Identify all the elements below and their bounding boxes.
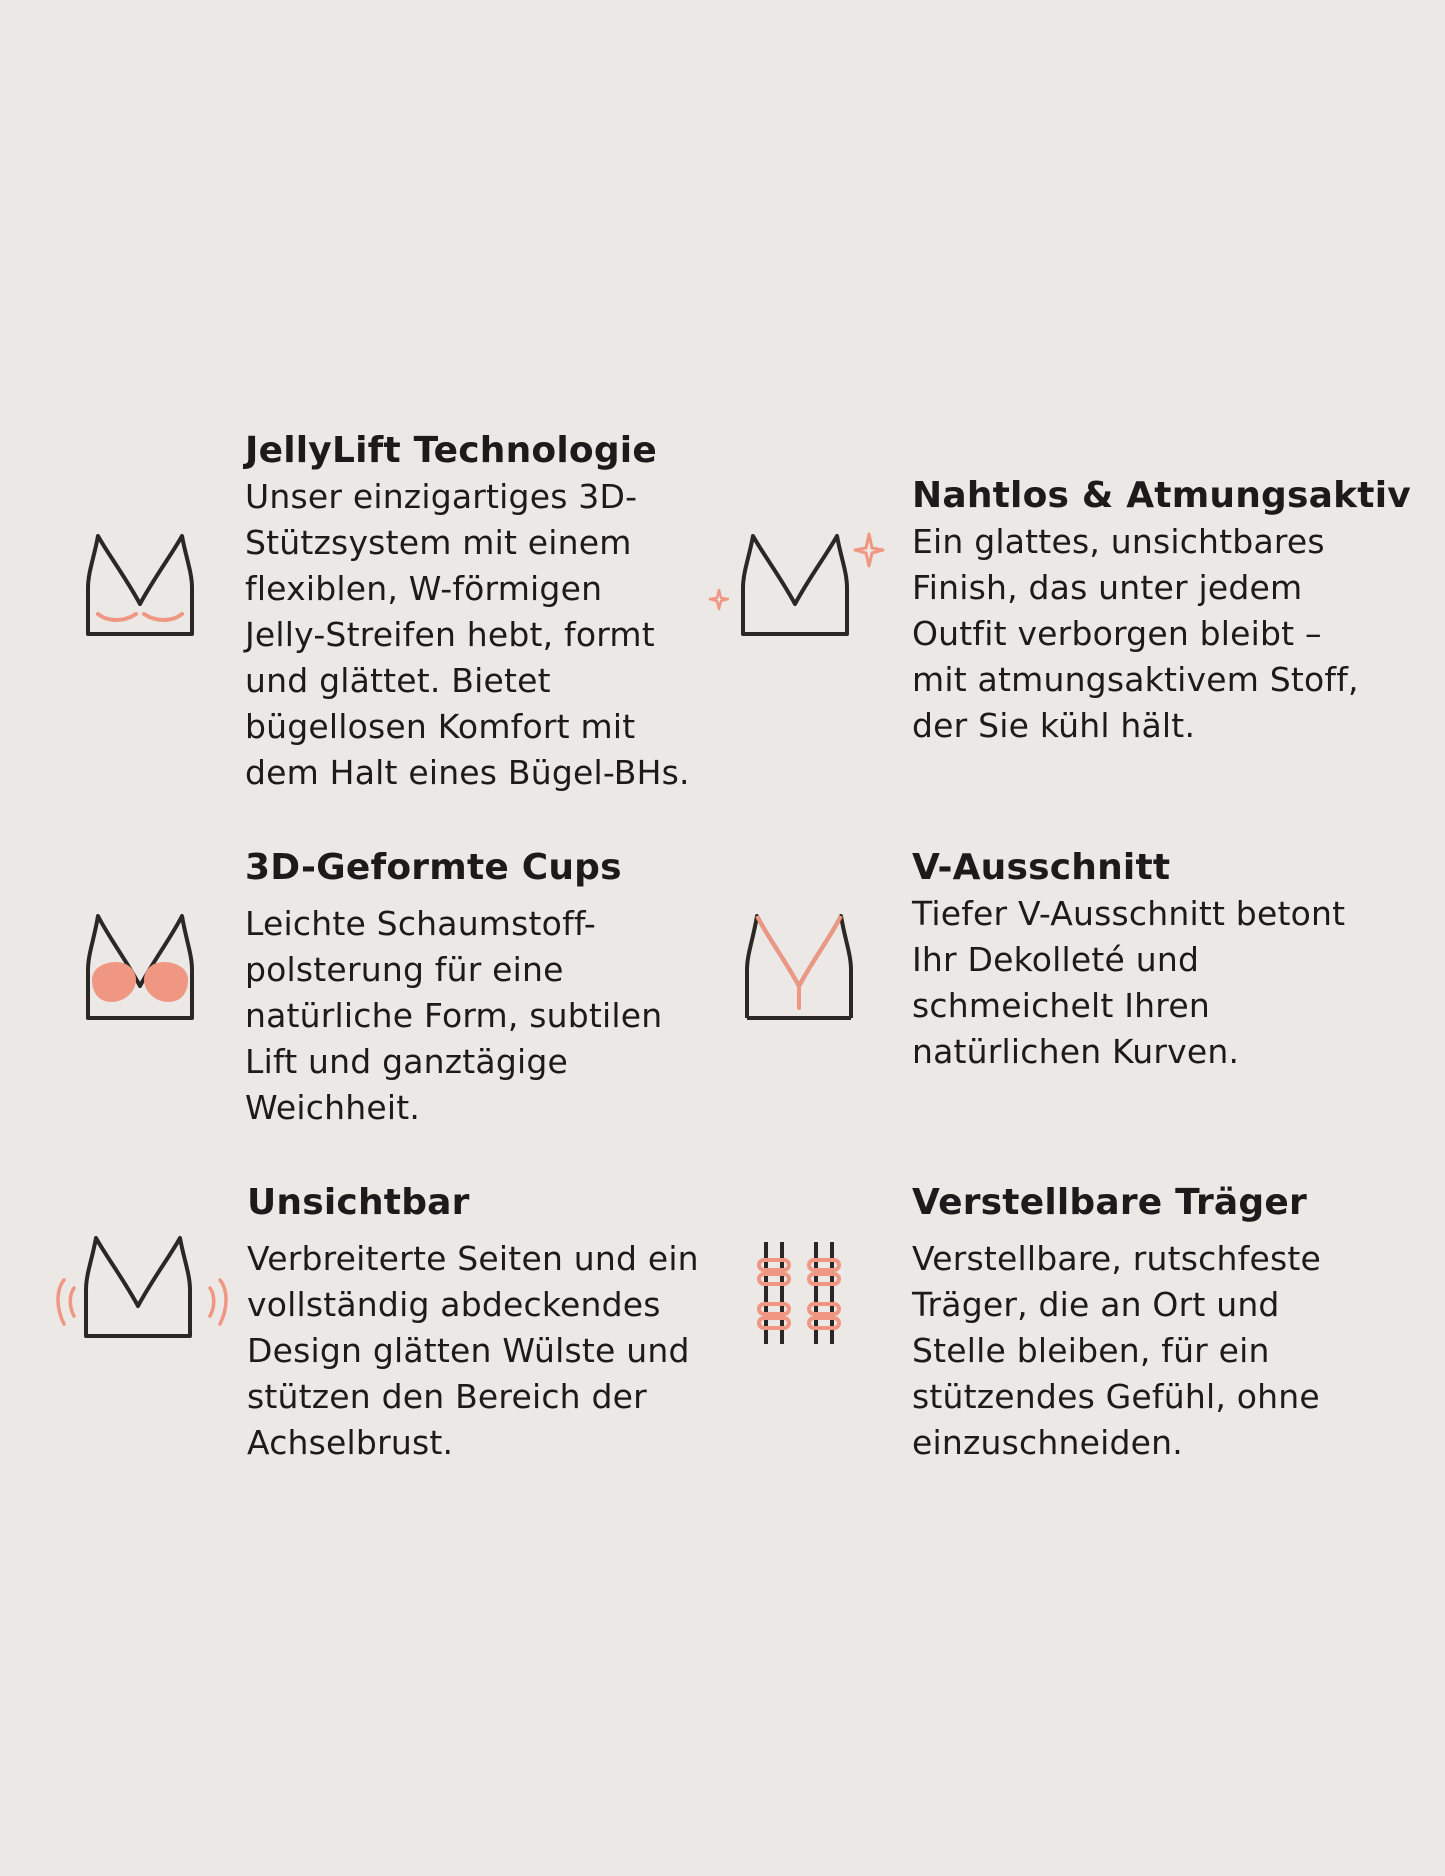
feature-description: Unser einzigartiges 3D- Stützsystem mit einem flexiblen, W-förmigen Jelly-Streifen hebt, formt und glättet. Bietet bügellosen Komfort mit dem Halt eines Bügel-BHs. <box>245 477 690 792</box>
feature-description: Leichte Schaumstoff- polsterung für eine natürliche Form, subtilen Lift und ganztägige Weichheit. <box>245 904 663 1127</box>
feature-description: Ein glattes, unsichtbares Finish, das unter jedem Outfit verborgen bleibt – mit atmungsaktivem Stoff, der Sie kühl hält. <box>912 522 1359 745</box>
feature-title: 3D-Geformte Cups <box>245 847 622 888</box>
feature-description: Tiefer V-Ausschnitt betont Ihr Dekolleté und schmeichelt Ihren natürlichen Kurven. <box>912 894 1346 1071</box>
bra-v-neck-icon <box>743 910 855 1022</box>
bra-jelly-strip-icon <box>84 530 196 638</box>
feature-title: Unsichtbar <box>247 1182 470 1223</box>
feature-title: JellyLift Technologie <box>245 430 657 471</box>
feature-title: V-Ausschnitt <box>912 847 1171 888</box>
feature-description: Verbreiterte Seiten und ein vollständig abdeckendes Design glätten Wülste und stützen den Bereich der Achselbrust. <box>247 1239 699 1462</box>
feature-title: Nahtlos & Atmungsaktiv <box>912 475 1411 516</box>
feature-description: Verstellbare, rutschfeste Träger, die an Ort und Stelle bleiben, für ein stützendes Gefühl, ohne einzuschneiden. <box>912 1239 1321 1462</box>
feature-title: Verstellbare Träger <box>912 1182 1307 1223</box>
bra-molded-cups-icon <box>84 910 196 1022</box>
bra-sparkle-icon <box>707 530 885 638</box>
adjustable-straps-icon <box>756 1240 842 1346</box>
bra-invisible-icon <box>54 1232 230 1340</box>
